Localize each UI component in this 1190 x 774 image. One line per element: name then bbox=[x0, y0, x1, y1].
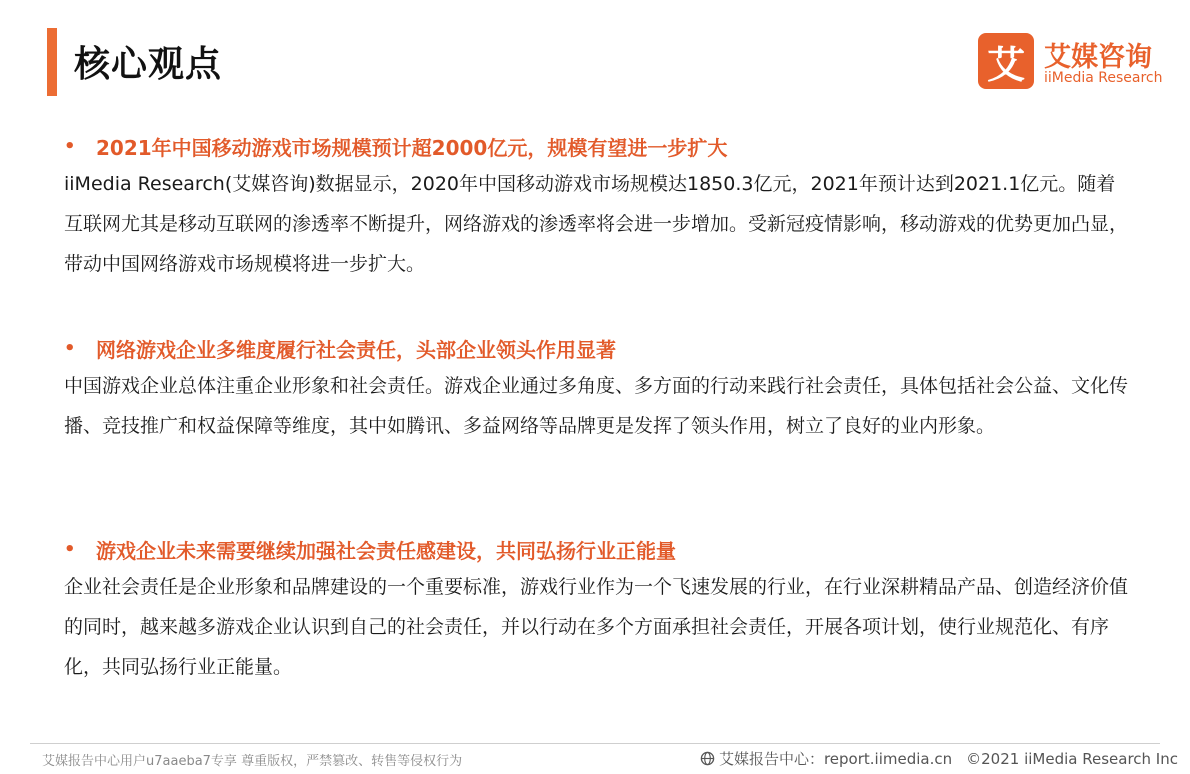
footer-site-link[interactable]: 艾媒报告中心：report.iimedia.cn bbox=[718, 750, 953, 768]
page-title: 核心观点 bbox=[74, 44, 223, 85]
bullet-icon: • bbox=[64, 337, 76, 359]
key-point-3 bbox=[64, 534, 1134, 687]
iimedia-logo bbox=[978, 33, 1178, 89]
title-accent-bar bbox=[47, 28, 57, 96]
globe-icon bbox=[700, 751, 715, 766]
footer-source bbox=[700, 748, 1178, 769]
key-point-heading-text: 游戏企业未来需要继续加强社会责任感建设，共同弘扬行业正能量 bbox=[96, 538, 676, 563]
key-point-heading bbox=[64, 534, 1134, 564]
bullet-icon: • bbox=[64, 135, 76, 157]
key-point-heading-text: 网络游戏企业多维度履行社会责任，头部企业领头作用显著 bbox=[96, 337, 616, 362]
key-point-heading bbox=[64, 333, 1134, 363]
key-point-body: 中国游戏企业总体注重企业形象和社会责任。游戏企业通过多角度、多方面的行动来践行社会责任，具体包括社会公益、文化传播、竞技推广和权益保障等维度，其中如腾讯、多益网络等品牌更是发挥了领头作用，树立了良好的业内形象。 bbox=[64, 375, 1129, 437]
logo-english-name: iiMedia Research bbox=[1044, 70, 1163, 86]
footer-divider bbox=[30, 743, 1160, 744]
key-point-1 bbox=[64, 131, 1134, 284]
key-point-heading bbox=[64, 131, 1134, 161]
key-point-2 bbox=[64, 333, 1134, 446]
footer-copyright: ©2021 iiMedia Research Inc bbox=[966, 749, 1178, 768]
footer-copyright-notice: 艾媒报告中心用户u7aaeba7专享 尊重版权，严禁篡改、转售等侵权行为 bbox=[42, 754, 463, 769]
key-point-heading-text: 2021年中国移动游戏市场规模预计超2000亿元，规模有望进一步扩大 bbox=[96, 135, 728, 160]
bullet-icon: • bbox=[64, 538, 76, 560]
key-point-body: iiMedia Research(艾媒咨询)数据显示，2020年中国移动游戏市场规模达1850.3亿元，2021年预计达到2021.1亿元。随着互联网尤其是移动互联网的渗透率不断提升，网络游戏的渗透率将会进一步增加。受新冠疫情影响，移动游戏的优势更加凸显，带动中国网络游戏市场规模将进一步扩大。 bbox=[64, 173, 1129, 275]
key-point-body: 企业社会责任是企业形象和品牌建设的一个重要标准，游戏行业作为一个飞速发展的行业，在行业深耕精品产品、创造经济价值的同时，越来越多游戏企业认识到自己的社会责任，并以行动在多个方面承担社会责任，开展各项计划，使行业规范化、有序化，共同弘扬行业正能量。 bbox=[64, 576, 1129, 678]
logo-mark-icon: 艾 bbox=[978, 33, 1034, 89]
logo-chinese-name: 艾媒咨询 bbox=[1044, 42, 1152, 73]
